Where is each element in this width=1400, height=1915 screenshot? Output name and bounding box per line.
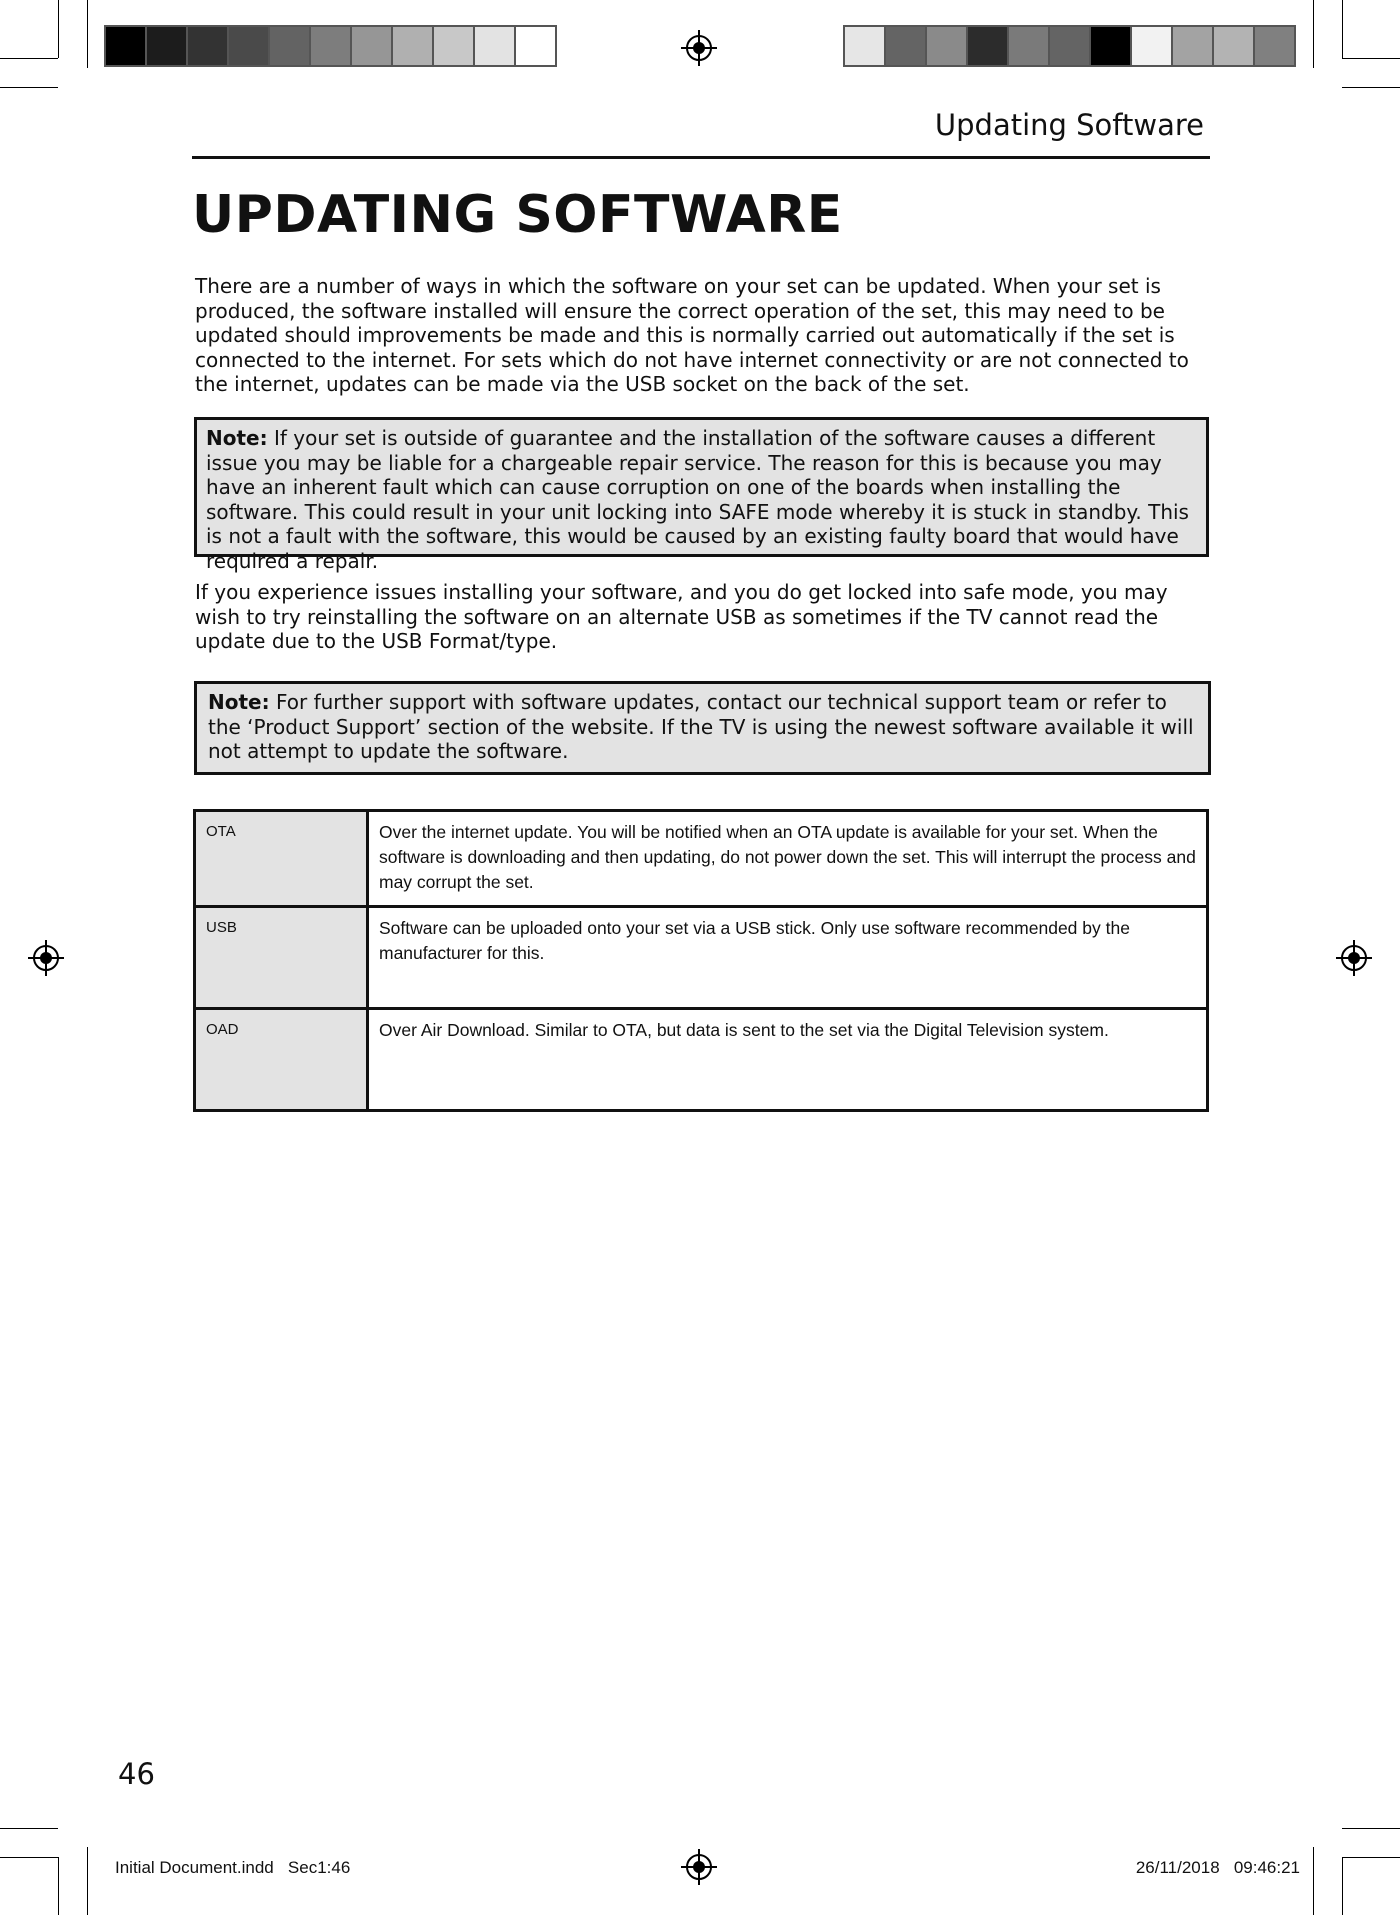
color-swatch [352,27,393,65]
crop-mark [58,0,59,58]
color-swatch [393,27,434,65]
crop-mark [1342,1857,1400,1858]
crop-mark [0,1857,58,1858]
issues-paragraph: If you experience issues installing your software, and you do get locked into safe mode, you may wish to try reinstalling the software on an alternate USB as sometimes if the TV cannot read the update due to the USB Format/type. [195,580,1168,654]
color-swatch [311,27,352,65]
update-methods-table [193,809,1209,1112]
header-rule [192,156,1210,159]
color-swatch [516,27,555,65]
method-description: Software can be uploaded onto your set via a USB stick. Only use software recommended by the manufacturer for this. [368,907,1208,1009]
crop-mark [0,1828,58,1829]
note-box-guarantee [194,417,1209,573]
color-bar-left [104,25,557,67]
page-title: UPDATING SOFTWARE [192,185,843,245]
registration-mark-icon [28,940,64,976]
crop-mark [1313,1847,1314,1915]
note-box-support [194,681,1211,775]
color-swatch [229,27,270,65]
note-label: Note: [206,426,268,450]
color-swatch [1255,27,1294,65]
running-head: Updating Software [934,108,1204,142]
method-term: USB [195,907,368,1009]
table-row [195,907,1208,1009]
intro-paragraph: There are a number of ways in which the software on your set can be updated. When your set is produced, the software installed will ensure the correct operation of the set, this may need to be updated should improvements be made and this is normally carried out automatically if the set is connected to the internet. For sets which do not have internet connectivity or are not connected to the internet, updates can be made via the USB socket on the back of the set. [195,274,1189,397]
crop-mark [1342,0,1343,58]
color-bar-right [843,25,1296,67]
color-swatch [188,27,229,65]
color-swatch [147,27,188,65]
color-swatch [1214,27,1255,65]
method-description: Over Air Download. Similar to OTA, but data is sent to the set via the Digital Television system. [368,1009,1208,1111]
page-number: 46 [118,1757,155,1791]
crop-mark [1342,87,1400,88]
crop-mark [1342,58,1400,59]
color-swatch [1050,27,1091,65]
crop-mark [0,87,58,88]
color-swatch [1091,27,1132,65]
table-row [195,1009,1208,1111]
crop-mark [0,58,58,59]
note-label: Note: [208,690,270,714]
color-swatch [845,27,886,65]
method-term: OAD [195,1009,368,1111]
crop-mark [87,1847,88,1915]
color-swatch [1132,27,1173,65]
color-swatch [270,27,311,65]
color-swatch [1173,27,1214,65]
table-row [195,811,1208,907]
crop-mark [1342,1857,1343,1915]
color-swatch [106,27,147,65]
crop-mark [1342,1828,1400,1829]
crop-mark [87,0,88,68]
color-swatch [1009,27,1050,65]
crop-mark [58,1857,59,1915]
slug-timestamp: 26/11/2018 09:46:21 [1135,1858,1300,1877]
registration-mark-icon [681,1849,717,1885]
color-swatch [886,27,927,65]
color-swatch [434,27,475,65]
slug-file-info: Initial Document.indd Sec1:46 [115,1858,351,1877]
crop-mark [1313,0,1314,68]
registration-mark-icon [1336,940,1372,976]
registration-mark-icon [681,30,717,66]
color-swatch [927,27,968,65]
note-text: For further support with software updates, contact our technical support team or refer to the ‘Product Support’ section of the website. If the TV is using the newest software available it will not attempt to update the software. [208,690,1194,764]
method-description: Over the internet update. You will be notified when an OTA update is available for your set. When the software is downloading and then updating, do not power down the set. This will interrupt the process and may corrupt the set. [368,811,1208,907]
color-swatch [968,27,1009,65]
note-text: If your set is outside of guarantee and the installation of the software causes a different issue you may be liable for a chargeable repair service. The reason for this is because you may have an inherent fault which can cause corruption on one of the boards when installing the software. This could result in your unit locking into SAFE mode whereby it is stuck in standby. This is not a fault with the software, this would be caused by an existing faulty board that would have required a repair. [206,426,1189,573]
color-swatch [475,27,516,65]
method-term: OTA [195,811,368,907]
